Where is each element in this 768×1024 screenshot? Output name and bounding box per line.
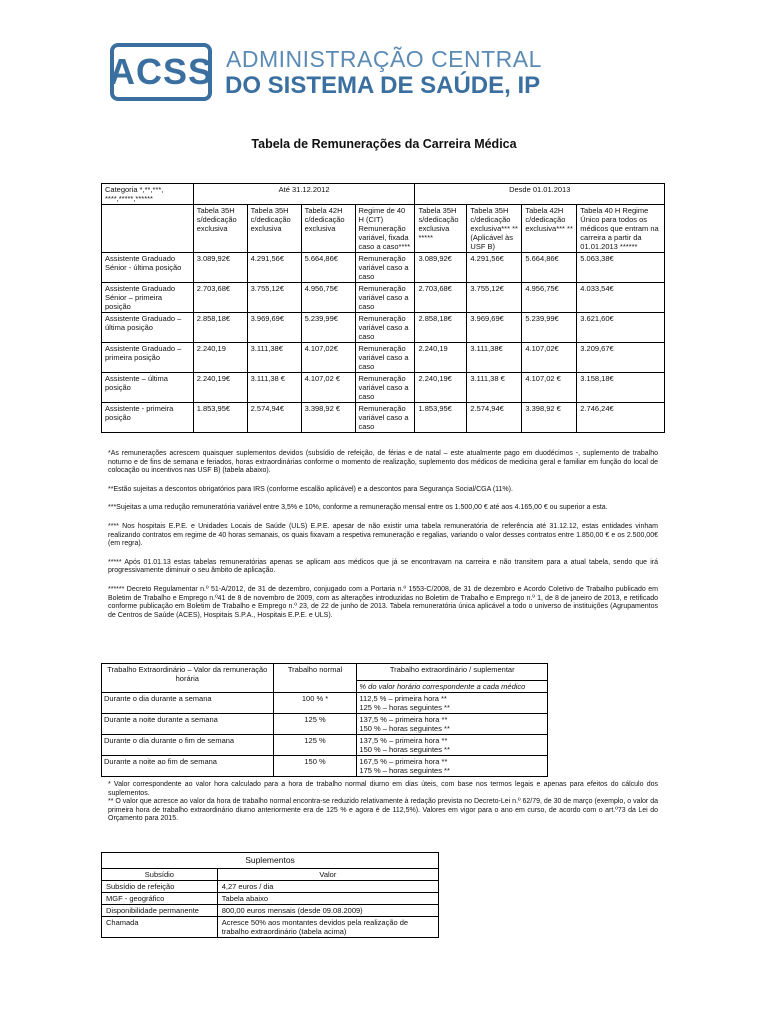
footnote: *As remunerações acrescem quaisquer suplementos devidos (subsídio de refeição, de férias e de natal – este atualmente pago em duodécimos -, suplemento de trabalho noturno e de fins de semana e feriados, horas extraordinárias conforme o momento de realização, suplemento dos médicos de medicina geral e familiar em função do local de colocação ou incentivos nas USF B) (tabela abaixo). xyxy=(108,450,658,475)
table-row xyxy=(102,253,665,283)
cell-value: 3.111,38 € xyxy=(467,373,522,403)
cell-value: 5.664,86€ xyxy=(301,253,355,283)
supplements-table xyxy=(101,852,439,938)
table-row xyxy=(102,313,665,343)
cell-value: 5.063,38€ xyxy=(577,253,665,283)
table-row xyxy=(102,905,439,917)
cell-value: 1.853,95€ xyxy=(193,403,247,433)
cell-value: 5.239,99€ xyxy=(301,313,355,343)
table-row xyxy=(102,917,439,938)
cell-value: 3.621,60€ xyxy=(577,313,665,343)
table-row xyxy=(102,735,548,756)
cell-value: 4.107,02 € xyxy=(522,373,577,403)
footnote: ****** Decreto Regulamentar n.º 51-A/2012, de 31 de dezembro, conjugado com a Portaria n.º 1553-C/2008, de 31 de dezembro e Acordo Coletivo de Trabalho publicado em Boletim de Trabalho e Emprego n.º41 de 8 de novembro de 2009, com as alterações introduzidas no Boletim de Trabalho e Emprego n.º 1, de 8 de janeiro de 2013, e retificado conforme publicação em Boletim de Trabalho e Emprego n.º 23, de 22 de junho de 2013. Tabela remuneratória única aplicável a todo o universo de instituições (Agrupamentos de Centros de Saúde (ACES), Hospitais S.P.A., Hospitais E.P.E. e ULS). xyxy=(108,585,658,619)
cell-value: 5.664,86€ xyxy=(522,253,577,283)
col-header: Tabela 35H s/dedicação exclusiva xyxy=(193,205,247,253)
overtime-table xyxy=(101,663,548,777)
table-row xyxy=(102,693,548,714)
overtime-label: Durante o dia durante o fim de semana xyxy=(102,735,274,756)
cell-value: 4.956,75€ xyxy=(301,283,355,313)
cell-value: 2.746,24€ xyxy=(577,403,665,433)
supplement-value: 4,27 euros / dia xyxy=(217,881,438,893)
row-category: Assistente – última posição xyxy=(102,373,194,403)
supplements-h1: Subsídio xyxy=(102,869,218,881)
cell-value: 3.111,38€ xyxy=(467,343,522,373)
cell-value: 1.853,95€ xyxy=(415,403,467,433)
col-header: Tabela 40 H Regime Único para todos os médicos que entram na carreira a partir da 01.01.2013 ****** xyxy=(577,205,665,253)
logo-line-1: ADMINISTRAÇÃO CENTRAL xyxy=(226,46,542,72)
cell-value: 2.703,68€ xyxy=(415,283,467,313)
cell-value: 2.240,19€ xyxy=(193,373,247,403)
overtime-extra xyxy=(357,735,548,756)
overtime-h1: Trabalho Extraordinário – Valor da remuneração horária xyxy=(102,664,274,693)
col-header: Tabela 35H s/dedicação exclusiva ***** xyxy=(415,205,467,253)
table-row xyxy=(102,373,665,403)
col-header: Tabela 42H c/dedicação exclusiva xyxy=(301,205,355,253)
footnote: * Valor correspondente ao valor hora calculado para a hora de trabalho normal diurno em dias úteis, com base nos termos legais e apenas para efeitos do cálculo dos suplementos. xyxy=(108,781,658,797)
cell-value: 3.209,67€ xyxy=(577,343,665,373)
col-header: Tabela 42H c/dedicação exclusiva*** ** xyxy=(522,205,577,253)
footnote: ** O valor que acresce ao valor da hora de trabalho normal encontra-se reduzido relativamente à redação prevista no Decreto-Lei n.º 62/79, de 30 de março (exemplo, o valor da primeira hora de trabalho extraordinário diurno anteriormente era de 125 % e agora é de 112,5%). Valores em vigor para o ano em curso, de acordo com o art.º73 da Lei do Orçamento para 2015. xyxy=(108,798,658,823)
overtime-normal: 100 % * xyxy=(273,693,357,714)
cell-value: Remuneração variável caso a caso xyxy=(355,283,415,313)
cell-value: 3.755,12€ xyxy=(467,283,522,313)
cell-value: 4.291,56€ xyxy=(467,253,522,283)
cell-value: 4.107,02€ xyxy=(301,343,355,373)
cell-value: Remuneração variável caso a caso xyxy=(355,403,415,433)
cell-value: 4.956,75€ xyxy=(522,283,577,313)
overtime-footnotes xyxy=(108,781,658,824)
cell-value: 3.969,69€ xyxy=(247,313,301,343)
row-category: Assistente - primeira posição xyxy=(102,403,194,433)
overtime-extra xyxy=(357,756,548,777)
supplements-h2: Valor xyxy=(217,869,438,881)
col-header: Tabela 35H c/dedicação exclusiva xyxy=(247,205,301,253)
pay-table xyxy=(101,183,665,433)
cell-value: 3.755,12€ xyxy=(247,283,301,313)
footnote: **** Nos hospitais E.P.E. e Unidades Locais de Saúde (ULS) E.P.E. apesar de não existir uma tabela remuneratória de referência até 31.12.12, estas entidades vinham realizando contratos em regime de 40 horas semanais, os quais fixavam a respetiva remuneração e regalias, variando o valor desses contratos entre 1.850,00 € e os 2.500,00€ (em regra). xyxy=(108,522,658,548)
period-before: Até 31.12.2012 xyxy=(193,184,415,205)
table-row xyxy=(102,403,665,433)
pay-table-period-row xyxy=(102,184,665,205)
footnote: ***** Após 01.01.13 estas tabelas remuneratórias apenas se aplicam aos médicos que já se encontravam na carreira e não transitem para a atual tabela, sendo que irá progressivamente diminuir o seu âmbito de aplicação. xyxy=(108,558,658,575)
cell-value: 2.240,19 xyxy=(193,343,247,373)
footnotes xyxy=(108,450,658,630)
empty-header-cell xyxy=(102,205,194,253)
overtime-extra-first: 112,5 % – primeira hora ** xyxy=(359,694,447,703)
cell-value: 3.158,18€ xyxy=(577,373,665,403)
pay-table-col-header-row xyxy=(102,205,665,253)
table-row xyxy=(102,343,665,373)
table-row xyxy=(102,756,548,777)
row-category: Assistente Graduado – primeira posição xyxy=(102,343,194,373)
overtime-extra-next: 125 % – horas seguintes ** xyxy=(359,703,450,712)
col-header: Regime de 40 H (CIT) Remuneração variável, fixada caso a caso**** xyxy=(355,205,415,253)
category-header: Categoria *,**,***, ****,*****,****** xyxy=(102,184,194,205)
supplements-header-row xyxy=(102,869,439,881)
table-row xyxy=(102,714,548,735)
row-category: Assistente Graduado – última posição xyxy=(102,313,194,343)
cell-value: 2.240,19 xyxy=(415,343,467,373)
cell-value: 2.858,18€ xyxy=(415,313,467,343)
supplements-caption: Suplementos xyxy=(102,853,439,869)
overtime-h3: Trabalho extraordinário / suplementar xyxy=(357,664,548,681)
supplement-value: 800,00 euros mensais (desde 09.08.2009) xyxy=(217,905,438,917)
overtime-h2: Trabalho normal xyxy=(273,664,357,693)
cell-value: 3.398,92 € xyxy=(522,403,577,433)
overtime-subheader: % do valor horário correspondente a cada médico xyxy=(357,681,548,693)
cell-value: Remuneração variável caso a caso xyxy=(355,373,415,403)
footnote: **Estão sujeitas a descontos obrigatórios para IRS (conforme escalão aplicável) e a descontos para Segurança Social/CGA (11%). xyxy=(108,485,513,493)
cell-value: 4.107,02 € xyxy=(301,373,355,403)
supplement-label: MGF - geográfico xyxy=(102,893,218,905)
supplement-label: Disponibilidade permanente xyxy=(102,905,218,917)
cell-value: 2.574,94€ xyxy=(247,403,301,433)
cell-value: 3.969,69€ xyxy=(467,313,522,343)
supplement-label: Chamada xyxy=(102,917,218,938)
supplement-value: Tabela abaixo xyxy=(217,893,438,905)
cell-value: 3.111,38€ xyxy=(247,343,301,373)
supplement-value: Acresce 50% aos montantes devidos pela realização de trabalho extraordinário (tabela acima) xyxy=(217,917,438,938)
period-after: Desde 01.01.2013 xyxy=(415,184,665,205)
table-row xyxy=(102,283,665,313)
overtime-label: Durante a noite durante a semana xyxy=(102,714,274,735)
cell-value: Remuneração variável caso a caso xyxy=(355,343,415,373)
cell-value: 3.089,92€ xyxy=(193,253,247,283)
cell-value: 2.574,94€ xyxy=(467,403,522,433)
page-title: Tabela de Remunerações da Carreira Médica xyxy=(251,137,517,151)
overtime-extra-next: 150 % – horas seguintes ** xyxy=(359,745,450,754)
logo-acronym: ACSS xyxy=(108,51,214,92)
overtime-extra-first: 137,5 % – primeira hora ** xyxy=(359,715,448,724)
cell-value: 2.240,19€ xyxy=(415,373,467,403)
overtime-extra xyxy=(357,714,548,735)
table-row xyxy=(102,881,439,893)
overtime-label: Durante a noite ao fim de semana xyxy=(102,756,274,777)
cell-value: Remuneração variável caso a caso xyxy=(355,253,415,283)
footnote: ***Sujeitas a uma redução remuneratória variável entre 3,5% e 10%, conforme a remuneração mensal entre os 1.500,00 € até aos 4.165,00 € ou superior a esta. xyxy=(108,504,608,512)
cell-value: 5.239,99€ xyxy=(522,313,577,343)
overtime-normal: 150 % xyxy=(273,756,357,777)
overtime-extra-next: 175 % – horas seguintes ** xyxy=(359,766,450,775)
row-category: Assistente Graduado Sénior – primeira posição xyxy=(102,283,194,313)
overtime-extra-first: 167,5 % – primeira hora ** xyxy=(359,757,448,766)
table-row xyxy=(102,893,439,905)
overtime-extra xyxy=(357,693,548,714)
overtime-extra-first: 137,5 % – primeira hora ** xyxy=(359,736,448,745)
overtime-header-row xyxy=(102,664,548,681)
cell-value: 2.858,18€ xyxy=(193,313,247,343)
supplement-label: Subsídio de refeição xyxy=(102,881,218,893)
cell-value: 3.111,38 € xyxy=(247,373,301,403)
supplements-caption-row xyxy=(102,853,439,869)
cell-value: 4.033,54€ xyxy=(577,283,665,313)
row-category: Assistente Graduado Sénior - última posição xyxy=(102,253,194,283)
overtime-normal: 125 % xyxy=(273,714,357,735)
acss-logo xyxy=(110,43,212,101)
overtime-label: Durante o dia durante a semana xyxy=(102,693,274,714)
cell-value: Remuneração variável caso a caso xyxy=(355,313,415,343)
overtime-extra-next: 150 % – horas seguintes ** xyxy=(359,724,450,733)
cell-value: 4.107,02€ xyxy=(522,343,577,373)
overtime-normal: 125 % xyxy=(273,735,357,756)
cell-value: 2.703,68€ xyxy=(193,283,247,313)
cell-value: 3.089,92€ xyxy=(415,253,467,283)
cell-value: 3.398,92 € xyxy=(301,403,355,433)
logo-line-2: DO SISTEMA DE SAÚDE, IP xyxy=(225,72,541,99)
cell-value: 4.291,56€ xyxy=(247,253,301,283)
col-header: Tabela 35H c/dedicação exclusiva*** ** (Aplicável às USF B) xyxy=(467,205,522,253)
